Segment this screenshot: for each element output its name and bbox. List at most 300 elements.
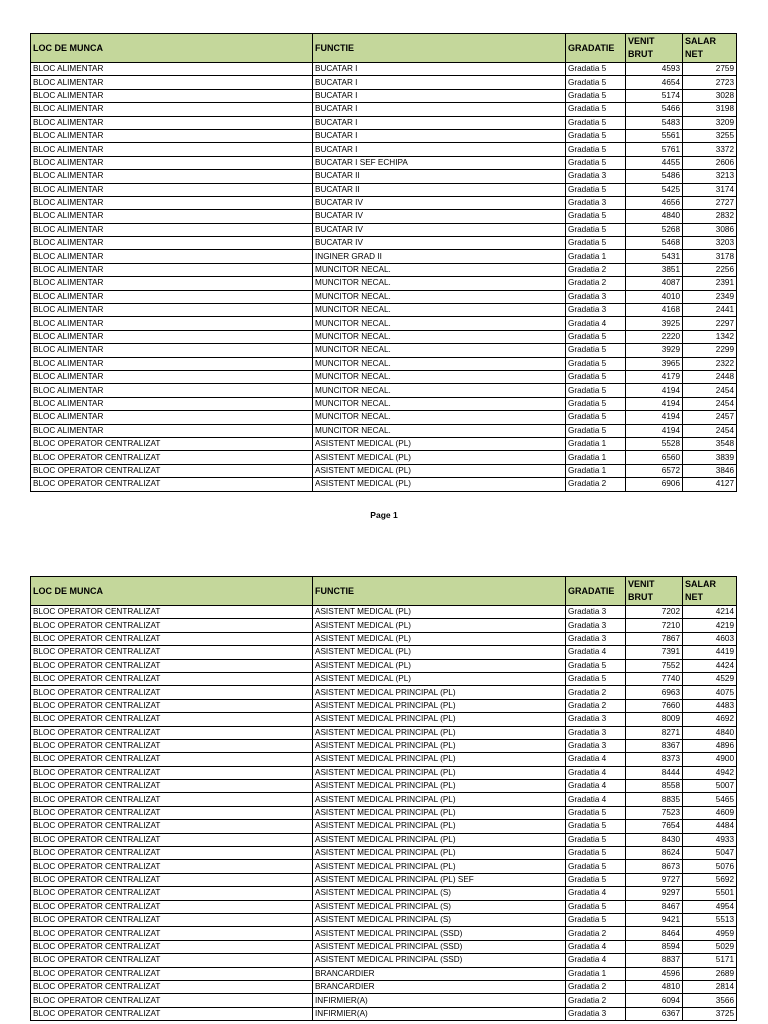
cell-salar-net: 4424 (683, 659, 737, 672)
cell-functie: BRANCARDIER (313, 980, 566, 993)
table-row (31, 927, 737, 940)
cell-venit-brut: 8467 (626, 900, 683, 913)
cell-gradatie: Gradatia 3 (566, 304, 626, 317)
cell-functie: ASISTENT MEDICAL (PL) (313, 451, 566, 464)
table-row (31, 250, 737, 263)
cell-salar-net: 3548 (683, 437, 737, 450)
cell-gradatie: Gradatia 5 (566, 833, 626, 846)
table-row (31, 887, 737, 900)
header-loc-de-munca: LOC DE MUNCA (31, 577, 313, 606)
cell-loc-de-munca: BLOC OPERATOR CENTRALIZAT (31, 900, 313, 913)
cell-functie: MUNCITOR NECAL. (313, 384, 566, 397)
cell-salar-net: 4840 (683, 726, 737, 739)
cell-venit-brut: 9297 (626, 887, 683, 900)
table-row (31, 632, 737, 645)
cell-venit-brut: 4593 (626, 63, 683, 76)
cell-loc-de-munca: BLOC OPERATOR CENTRALIZAT (31, 833, 313, 846)
cell-functie: BUCATAR IV (313, 223, 566, 236)
cell-salar-net: 4959 (683, 927, 737, 940)
cell-venit-brut: 8594 (626, 940, 683, 953)
cell-gradatie: Gradatia 4 (566, 646, 626, 659)
table-row (31, 370, 737, 383)
cell-salar-net: 5029 (683, 940, 737, 953)
table-row (31, 156, 737, 169)
table-row (31, 793, 737, 806)
cell-loc-de-munca: BLOC OPERATOR CENTRALIZAT (31, 940, 313, 953)
cell-salar-net: 3178 (683, 250, 737, 263)
cell-venit-brut: 5431 (626, 250, 683, 263)
cell-salar-net: 5007 (683, 780, 737, 793)
table-row (31, 699, 737, 712)
cell-functie: ASISTENT MEDICAL (PL) (313, 659, 566, 672)
cell-gradatie: Gradatia 5 (566, 913, 626, 926)
cell-gradatie: Gradatia 5 (566, 357, 626, 370)
cell-loc-de-munca: BLOC OPERATOR CENTRALIZAT (31, 646, 313, 659)
cell-functie: BUCATAR IV (313, 196, 566, 209)
cell-loc-de-munca: BLOC ALIMENTAR (31, 210, 313, 223)
cell-loc-de-munca: BLOC OPERATOR CENTRALIZAT (31, 659, 313, 672)
cell-venit-brut: 9727 (626, 873, 683, 886)
cell-loc-de-munca: BLOC OPERATOR CENTRALIZAT (31, 753, 313, 766)
cell-salar-net: 2349 (683, 290, 737, 303)
cell-venit-brut: 5483 (626, 116, 683, 129)
cell-gradatie: Gradatia 3 (566, 739, 626, 752)
cell-loc-de-munca: BLOC ALIMENTAR (31, 170, 313, 183)
table-row (31, 860, 737, 873)
cell-gradatie: Gradatia 2 (566, 699, 626, 712)
cell-venit-brut: 5486 (626, 170, 683, 183)
cell-loc-de-munca: BLOC OPERATOR CENTRALIZAT (31, 1007, 313, 1020)
cell-loc-de-munca: BLOC ALIMENTAR (31, 290, 313, 303)
cell-gradatie: Gradatia 2 (566, 277, 626, 290)
cell-loc-de-munca: BLOC OPERATOR CENTRALIZAT (31, 478, 313, 491)
cell-functie: ASISTENT MEDICAL PRINCIPAL (S) (313, 900, 566, 913)
cell-venit-brut: 4194 (626, 411, 683, 424)
cell-gradatie: Gradatia 4 (566, 940, 626, 953)
cell-gradatie: Gradatia 5 (566, 344, 626, 357)
page-number: Page 1 (370, 510, 398, 520)
cell-salar-net: 4942 (683, 766, 737, 779)
cell-gradatie: Gradatia 3 (566, 713, 626, 726)
cell-salar-net: 4127 (683, 478, 737, 491)
cell-salar-net: 4933 (683, 833, 737, 846)
cell-loc-de-munca: BLOC OPERATOR CENTRALIZAT (31, 887, 313, 900)
cell-gradatie: Gradatia 1 (566, 967, 626, 980)
cell-salar-net: 4900 (683, 753, 737, 766)
cell-venit-brut: 5561 (626, 129, 683, 142)
cell-loc-de-munca: BLOC ALIMENTAR (31, 330, 313, 343)
cell-loc-de-munca: BLOC ALIMENTAR (31, 183, 313, 196)
cell-salar-net: 3839 (683, 451, 737, 464)
cell-gradatie: Gradatia 5 (566, 143, 626, 156)
table-row (31, 646, 737, 659)
cell-functie: ASISTENT MEDICAL PRINCIPAL (PL) (313, 847, 566, 860)
cell-gradatie: Gradatia 2 (566, 994, 626, 1007)
cell-gradatie: Gradatia 3 (566, 170, 626, 183)
cell-loc-de-munca: BLOC ALIMENTAR (31, 89, 313, 102)
cell-venit-brut: 8558 (626, 780, 683, 793)
cell-gradatie: Gradatia 3 (566, 726, 626, 739)
table-row (31, 478, 737, 491)
header-gradatie: GRADATIE (566, 577, 626, 606)
cell-salar-net: 4896 (683, 739, 737, 752)
cell-venit-brut: 4654 (626, 76, 683, 89)
cell-loc-de-munca: BLOC ALIMENTAR (31, 370, 313, 383)
table-row (31, 780, 737, 793)
cell-salar-net: 2256 (683, 263, 737, 276)
cell-venit-brut: 7740 (626, 672, 683, 685)
table-row (31, 330, 737, 343)
cell-loc-de-munca: BLOC OPERATOR CENTRALIZAT (31, 793, 313, 806)
cell-functie: ASISTENT MEDICAL PRINCIPAL (SSD) (313, 940, 566, 953)
table-row (31, 357, 737, 370)
cell-loc-de-munca: BLOC ALIMENTAR (31, 397, 313, 410)
cell-functie: ASISTENT MEDICAL (PL) (313, 464, 566, 477)
cell-venit-brut: 5468 (626, 237, 683, 250)
cell-loc-de-munca: BLOC ALIMENTAR (31, 129, 313, 142)
cell-salar-net: 2297 (683, 317, 737, 330)
cell-loc-de-munca: BLOC OPERATOR CENTRALIZAT (31, 820, 313, 833)
cell-gradatie: Gradatia 3 (566, 196, 626, 209)
cell-gradatie: Gradatia 5 (566, 397, 626, 410)
cell-functie: ASISTENT MEDICAL PRINCIPAL (PL) (313, 793, 566, 806)
cell-functie: ASISTENT MEDICAL (PL) (313, 646, 566, 659)
cell-gradatie: Gradatia 4 (566, 793, 626, 806)
cell-loc-de-munca: BLOC OPERATOR CENTRALIZAT (31, 606, 313, 619)
cell-gradatie: Gradatia 2 (566, 478, 626, 491)
cell-salar-net: 3213 (683, 170, 737, 183)
table-row (31, 223, 737, 236)
cell-gradatie: Gradatia 1 (566, 250, 626, 263)
table-row (31, 1007, 737, 1020)
cell-functie: INFIRMIER(A) (313, 994, 566, 1007)
cell-gradatie: Gradatia 5 (566, 156, 626, 169)
cell-salar-net: 3566 (683, 994, 737, 1007)
cell-salar-net: 5513 (683, 913, 737, 926)
cell-salar-net: 3255 (683, 129, 737, 142)
cell-venit-brut: 8835 (626, 793, 683, 806)
cell-functie: ASISTENT MEDICAL PRINCIPAL (PL) (313, 726, 566, 739)
header-functie: FUNCTIE (313, 34, 566, 63)
cell-functie: ASISTENT MEDICAL (PL) (313, 632, 566, 645)
cell-functie: ASISTENT MEDICAL (PL) (313, 437, 566, 450)
table-row (31, 170, 737, 183)
cell-salar-net: 3209 (683, 116, 737, 129)
cell-loc-de-munca: BLOC OPERATOR CENTRALIZAT (31, 927, 313, 940)
cell-salar-net: 2454 (683, 424, 737, 437)
cell-venit-brut: 3851 (626, 263, 683, 276)
cell-functie: ASISTENT MEDICAL (PL) (313, 606, 566, 619)
cell-venit-brut: 8271 (626, 726, 683, 739)
cell-salar-net: 3846 (683, 464, 737, 477)
table-row (31, 451, 737, 464)
table-row (31, 619, 737, 632)
table-row (31, 900, 737, 913)
cell-functie: ASISTENT MEDICAL PRINCIPAL (PL) (313, 833, 566, 846)
cell-gradatie: Gradatia 5 (566, 76, 626, 89)
cell-gradatie: Gradatia 3 (566, 632, 626, 645)
cell-functie: BUCATAR I (313, 76, 566, 89)
cell-functie: ASISTENT MEDICAL PRINCIPAL (PL) (313, 753, 566, 766)
table-row (31, 397, 737, 410)
cell-loc-de-munca: BLOC ALIMENTAR (31, 63, 313, 76)
cell-gradatie: Gradatia 5 (566, 370, 626, 383)
cell-functie: ASISTENT MEDICAL PRINCIPAL (SSD) (313, 927, 566, 940)
cell-gradatie: Gradatia 3 (566, 606, 626, 619)
cell-functie: ASISTENT MEDICAL PRINCIPAL (PL) (313, 860, 566, 873)
cell-functie: BUCATAR IV (313, 237, 566, 250)
cell-gradatie: Gradatia 1 (566, 451, 626, 464)
table-row (31, 994, 737, 1007)
table-row (31, 196, 737, 209)
cell-venit-brut: 5268 (626, 223, 683, 236)
cell-venit-brut: 7654 (626, 820, 683, 833)
cell-functie: MUNCITOR NECAL. (313, 290, 566, 303)
cell-loc-de-munca: BLOC ALIMENTAR (31, 357, 313, 370)
cell-venit-brut: 7552 (626, 659, 683, 672)
cell-functie: ASISTENT MEDICAL PRINCIPAL (PL) SEF (313, 873, 566, 886)
table-row (31, 686, 737, 699)
cell-loc-de-munca: BLOC ALIMENTAR (31, 304, 313, 317)
cell-loc-de-munca: BLOC ALIMENTAR (31, 250, 313, 263)
cell-venit-brut: 5425 (626, 183, 683, 196)
cell-venit-brut: 8673 (626, 860, 683, 873)
cell-salar-net: 4419 (683, 646, 737, 659)
cell-venit-brut: 6367 (626, 1007, 683, 1020)
cell-salar-net: 3174 (683, 183, 737, 196)
cell-venit-brut: 3965 (626, 357, 683, 370)
cell-loc-de-munca: BLOC ALIMENTAR (31, 317, 313, 330)
cell-functie: ASISTENT MEDICAL PRINCIPAL (PL) (313, 739, 566, 752)
table-row (31, 183, 737, 196)
table-row (31, 304, 737, 317)
cell-gradatie: Gradatia 5 (566, 103, 626, 116)
cell-loc-de-munca: BLOC OPERATOR CENTRALIZAT (31, 913, 313, 926)
header-venit-brut: VENIT BRUT (626, 577, 683, 606)
cell-loc-de-munca: BLOC OPERATOR CENTRALIZAT (31, 699, 313, 712)
cell-loc-de-munca: BLOC OPERATOR CENTRALIZAT (31, 619, 313, 632)
header-gradatie: GRADATIE (566, 34, 626, 63)
table-row (31, 713, 737, 726)
cell-venit-brut: 4194 (626, 424, 683, 437)
cell-loc-de-munca: BLOC ALIMENTAR (31, 424, 313, 437)
table-row (31, 384, 737, 397)
cell-functie: ASISTENT MEDICAL (PL) (313, 478, 566, 491)
cell-gradatie: Gradatia 5 (566, 210, 626, 223)
cell-gradatie: Gradatia 5 (566, 820, 626, 833)
cell-functie: MUNCITOR NECAL. (313, 424, 566, 437)
salary-table (30, 576, 737, 1021)
cell-functie: ASISTENT MEDICAL PRINCIPAL (PL) (313, 713, 566, 726)
cell-functie: BUCATAR IV (313, 210, 566, 223)
table-page-1 (30, 33, 736, 492)
cell-venit-brut: 8464 (626, 927, 683, 940)
cell-venit-brut: 7660 (626, 699, 683, 712)
cell-salar-net: 3198 (683, 103, 737, 116)
cell-salar-net: 3725 (683, 1007, 737, 1020)
cell-gradatie: Gradatia 5 (566, 237, 626, 250)
table-row (31, 237, 737, 250)
cell-salar-net: 2689 (683, 967, 737, 980)
cell-gradatie: Gradatia 4 (566, 317, 626, 330)
cell-venit-brut: 5761 (626, 143, 683, 156)
cell-gradatie: Gradatia 4 (566, 887, 626, 900)
cell-gradatie: Gradatia 4 (566, 954, 626, 967)
cell-salar-net: 2391 (683, 277, 737, 290)
cell-gradatie: Gradatia 5 (566, 847, 626, 860)
cell-gradatie: Gradatia 5 (566, 900, 626, 913)
table-row (31, 210, 737, 223)
cell-venit-brut: 2220 (626, 330, 683, 343)
table-row (31, 940, 737, 953)
table-row (31, 116, 737, 129)
cell-gradatie: Gradatia 5 (566, 384, 626, 397)
cell-loc-de-munca: BLOC OPERATOR CENTRALIZAT (31, 873, 313, 886)
table-row (31, 766, 737, 779)
table-row (31, 913, 737, 926)
cell-salar-net: 2441 (683, 304, 737, 317)
cell-venit-brut: 6906 (626, 478, 683, 491)
cell-salar-net: 3372 (683, 143, 737, 156)
cell-venit-brut: 4840 (626, 210, 683, 223)
cell-venit-brut: 4087 (626, 277, 683, 290)
cell-loc-de-munca: BLOC OPERATOR CENTRALIZAT (31, 780, 313, 793)
cell-venit-brut: 4455 (626, 156, 683, 169)
cell-loc-de-munca: BLOC OPERATOR CENTRALIZAT (31, 686, 313, 699)
cell-gradatie: Gradatia 5 (566, 424, 626, 437)
cell-salar-net: 3028 (683, 89, 737, 102)
cell-loc-de-munca: BLOC OPERATOR CENTRALIZAT (31, 464, 313, 477)
cell-venit-brut: 7391 (626, 646, 683, 659)
cell-gradatie: Gradatia 2 (566, 263, 626, 276)
cell-salar-net: 5501 (683, 887, 737, 900)
cell-functie: BUCATAR I (313, 89, 566, 102)
cell-salar-net: 4214 (683, 606, 737, 619)
table-row (31, 980, 737, 993)
cell-gradatie: Gradatia 5 (566, 659, 626, 672)
cell-functie: BUCATAR I SEF ECHIPA (313, 156, 566, 169)
cell-functie: BUCATAR II (313, 183, 566, 196)
table-row (31, 954, 737, 967)
cell-functie: BUCATAR I (313, 116, 566, 129)
cell-functie: MUNCITOR NECAL. (313, 263, 566, 276)
header-row (31, 577, 737, 606)
cell-loc-de-munca: BLOC ALIMENTAR (31, 116, 313, 129)
table-row (31, 143, 737, 156)
cell-functie: MUNCITOR NECAL. (313, 370, 566, 383)
table-row (31, 263, 737, 276)
cell-salar-net: 5171 (683, 954, 737, 967)
cell-venit-brut: 6094 (626, 994, 683, 1007)
cell-gradatie: Gradatia 3 (566, 1007, 626, 1020)
cell-functie: ASISTENT MEDICAL PRINCIPAL (S) (313, 887, 566, 900)
cell-functie: ASISTENT MEDICAL PRINCIPAL (PL) (313, 686, 566, 699)
cell-gradatie: Gradatia 3 (566, 290, 626, 303)
cell-functie: BUCATAR I (313, 143, 566, 156)
cell-venit-brut: 7202 (626, 606, 683, 619)
table-row (31, 739, 737, 752)
table-row (31, 63, 737, 76)
cell-gradatie: Gradatia 2 (566, 686, 626, 699)
cell-salar-net: 3086 (683, 223, 737, 236)
table-row (31, 753, 737, 766)
cell-salar-net: 2454 (683, 384, 737, 397)
cell-venit-brut: 3925 (626, 317, 683, 330)
cell-loc-de-munca: BLOC ALIMENTAR (31, 277, 313, 290)
cell-venit-brut: 7210 (626, 619, 683, 632)
table-row (31, 672, 737, 685)
cell-functie: ASISTENT MEDICAL (PL) (313, 619, 566, 632)
cell-salar-net: 3203 (683, 237, 737, 250)
cell-salar-net: 2322 (683, 357, 737, 370)
cell-venit-brut: 4596 (626, 967, 683, 980)
cell-salar-net: 4483 (683, 699, 737, 712)
table-page-2 (30, 576, 736, 1021)
cell-salar-net: 1342 (683, 330, 737, 343)
cell-functie: ASISTENT MEDICAL PRINCIPAL (SSD) (313, 954, 566, 967)
table-row (31, 129, 737, 142)
table-row (31, 967, 737, 980)
table-row (31, 833, 737, 846)
table-row (31, 317, 737, 330)
cell-venit-brut: 8373 (626, 753, 683, 766)
header-row (31, 34, 737, 63)
table-row (31, 847, 737, 860)
cell-gradatie: Gradatia 5 (566, 89, 626, 102)
cell-venit-brut: 4810 (626, 980, 683, 993)
cell-loc-de-munca: BLOC OPERATOR CENTRALIZAT (31, 980, 313, 993)
cell-gradatie: Gradatia 5 (566, 183, 626, 196)
cell-loc-de-munca: BLOC ALIMENTAR (31, 143, 313, 156)
cell-gradatie: Gradatia 5 (566, 672, 626, 685)
cell-functie: INGINER GRAD II (313, 250, 566, 263)
cell-salar-net: 2457 (683, 411, 737, 424)
cell-venit-brut: 7867 (626, 632, 683, 645)
header-functie: FUNCTIE (313, 577, 566, 606)
cell-venit-brut: 8430 (626, 833, 683, 846)
table-row (31, 76, 737, 89)
cell-salar-net: 5465 (683, 793, 737, 806)
cell-venit-brut: 4194 (626, 397, 683, 410)
cell-functie: MUNCITOR NECAL. (313, 317, 566, 330)
cell-venit-brut: 8444 (626, 766, 683, 779)
cell-venit-brut: 5528 (626, 437, 683, 450)
cell-functie: ASISTENT MEDICAL PRINCIPAL (PL) (313, 699, 566, 712)
cell-functie: BUCATAR I (313, 103, 566, 116)
table-row (31, 726, 737, 739)
cell-functie: BUCATAR I (313, 63, 566, 76)
cell-gradatie: Gradatia 1 (566, 437, 626, 450)
header-loc-de-munca: LOC DE MUNCA (31, 34, 313, 63)
cell-salar-net: 4609 (683, 806, 737, 819)
cell-gradatie: Gradatia 5 (566, 63, 626, 76)
cell-salar-net: 2454 (683, 397, 737, 410)
cell-functie: ASISTENT MEDICAL PRINCIPAL (S) (313, 913, 566, 926)
cell-gradatie: Gradatia 4 (566, 766, 626, 779)
cell-loc-de-munca: BLOC OPERATOR CENTRALIZAT (31, 437, 313, 450)
cell-venit-brut: 7523 (626, 806, 683, 819)
cell-loc-de-munca: BLOC OPERATOR CENTRALIZAT (31, 713, 313, 726)
cell-functie: BRANCARDIER (313, 967, 566, 980)
table-row (31, 277, 737, 290)
cell-loc-de-munca: BLOC ALIMENTAR (31, 76, 313, 89)
table-row (31, 873, 737, 886)
cell-salar-net: 5692 (683, 873, 737, 886)
cell-gradatie: Gradatia 5 (566, 411, 626, 424)
cell-venit-brut: 6963 (626, 686, 683, 699)
cell-loc-de-munca: BLOC ALIMENTAR (31, 223, 313, 236)
cell-functie: ASISTENT MEDICAL (PL) (313, 672, 566, 685)
